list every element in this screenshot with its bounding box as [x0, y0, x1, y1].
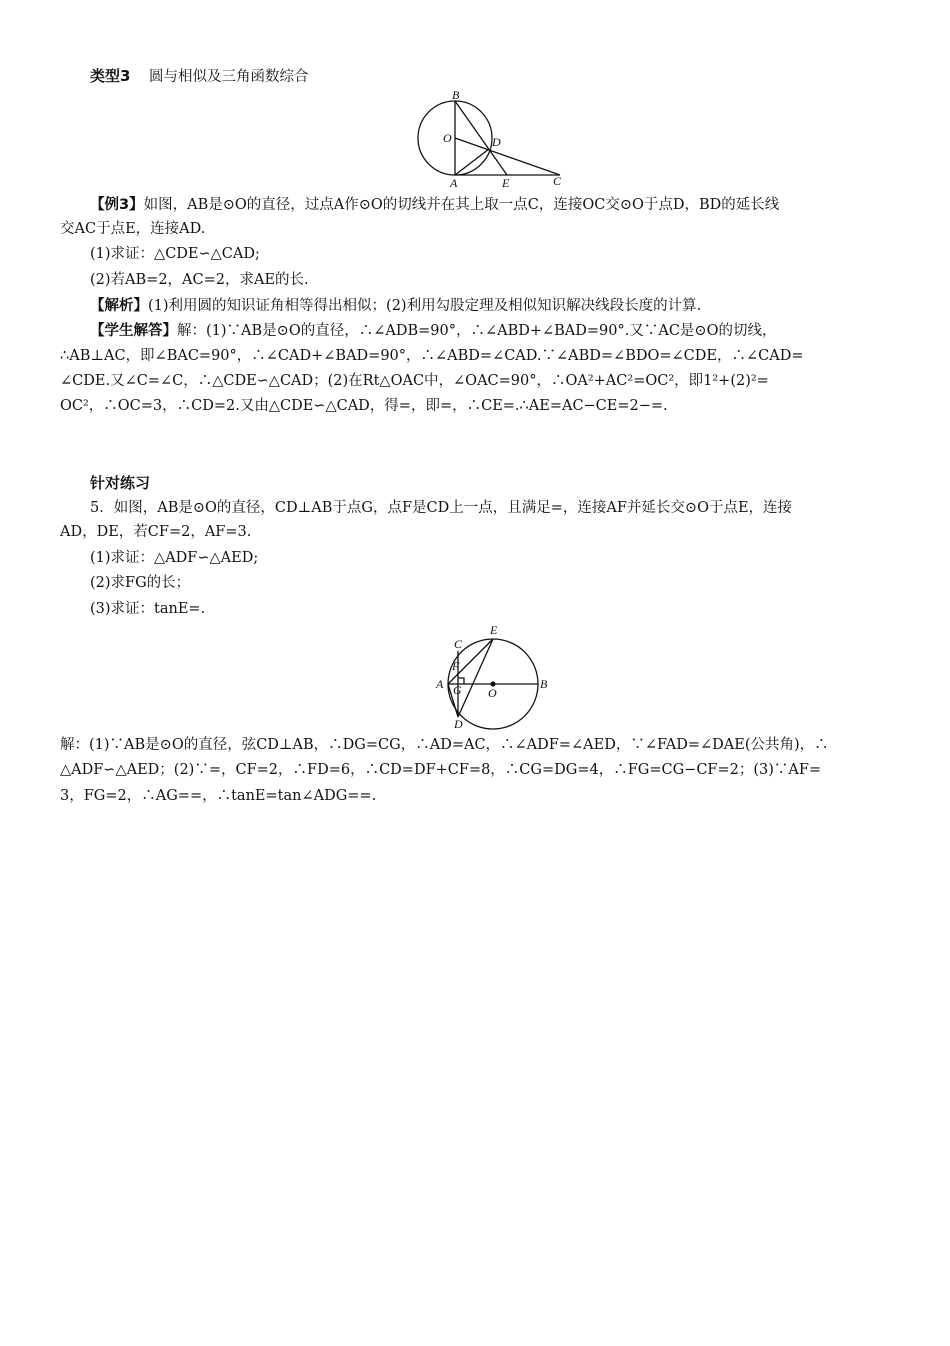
practice-question-1: (1)求证：△ADF∽△AED;	[90, 550, 259, 566]
example-tag: 【例3】	[90, 197, 144, 213]
practice-heading: 针对练习	[90, 474, 151, 492]
analysis-line	[90, 296, 701, 316]
answer-text-1: 解：(1)∵AB是⊙O的直径，∴∠ADB=90°，∴∠ABD+∠BAD=90°.又∵AC是⊙O的切线，	[177, 323, 777, 339]
label-c2: C	[454, 637, 463, 651]
answer-line-4: OC²，∴OC=3，∴CD=2.又由△CDE∽△CAD，得=，即=，∴CE=.∴AE=AC−CE=2−=.	[60, 398, 668, 414]
answer-line-2: ∴AB⊥AC，即∠BAC=90°，∴∠CAD+∠BAD=90°，∴∠ABD=∠CAD.∵∠ABD=∠BDO=∠CDE，∴∠CAD=	[60, 348, 804, 364]
practice-question-2: (2)求FG的长；	[90, 575, 191, 591]
answer-line-1	[90, 321, 776, 341]
analysis-text: (1)利用圆的知识证角相等得出相似；(2)利用勾股定理及相似知识解决线段长度的计算.	[148, 298, 702, 314]
label-b2: B	[540, 677, 548, 691]
solution-line-2: △ADF∽△AED；(2)∵=，CF=2，∴FD=6，∴CD=DF+CF=8，∴CG=DG=4，∴FG=CG−CF=2；(3)∵AF=	[60, 762, 822, 778]
label-a2: A	[436, 677, 444, 691]
label-b: B	[452, 88, 460, 102]
practice-line-1: 5．如图，AB是⊙O的直径，CD⊥AB于点G，点F是CD上一点，且满足=，连接AF并延长交⊙O于点E，连接	[90, 500, 793, 516]
example-line-2: 交AC于点E，连接AD.	[60, 221, 206, 237]
example-question-1: (1)求证：△CDE∽△CAD;	[90, 246, 260, 262]
label-f2: F	[452, 659, 460, 673]
type-label: 类型3	[90, 67, 131, 85]
solution-line-1: 解：(1)∵AB是⊙O的直径，弦CD⊥AB，∴DG=CG，∴AD=AC，∴∠ADF=∠AED，∵∠FAD=∠DAE(公共角)，∴	[60, 737, 829, 753]
analysis-tag: 【解析】	[90, 298, 148, 314]
label-a: A	[450, 176, 458, 190]
label-o: O	[443, 131, 452, 145]
figure-circle-chord	[428, 620, 558, 732]
label-c: C	[553, 174, 562, 188]
label-e: E	[502, 176, 510, 190]
solution-line-3: 3，FG=2，∴AG==，∴tanE=tan∠ADG==.	[60, 788, 377, 804]
section-title: 圆与相似及三角函数综合	[149, 69, 309, 85]
label-e2: E	[490, 623, 498, 637]
label-g2: G	[453, 683, 462, 697]
practice-question-3: (3)求证：tanE=.	[90, 601, 206, 617]
answer-tag: 【学生解答】	[90, 323, 177, 339]
label-d2: D	[454, 717, 463, 731]
practice-line-2: AD，DE，若CF=2，AF=3.	[60, 524, 252, 540]
line-oc	[455, 138, 560, 175]
example-line-1	[90, 195, 779, 215]
answer-line-3: ∠CDE.又∠C=∠C，∴△CDE∽△CAD；(2)在Rt△OAC中，∠OAC=90°，∴OA²+AC²=OC²，即1²+(2)²=	[60, 373, 769, 389]
figure-circle-tangent	[410, 88, 580, 190]
label-o2: O	[488, 686, 497, 700]
label-d: D	[492, 135, 501, 149]
example-question-2: (2)若AB=2，AC=2，求AE的长.	[90, 272, 309, 288]
example-text-1: 如图，AB是⊙O的直径，过点A作⊙O的切线并在其上取一点C，连接OC交⊙O于点D，BD的延长线	[143, 197, 780, 213]
section-heading	[90, 66, 309, 87]
